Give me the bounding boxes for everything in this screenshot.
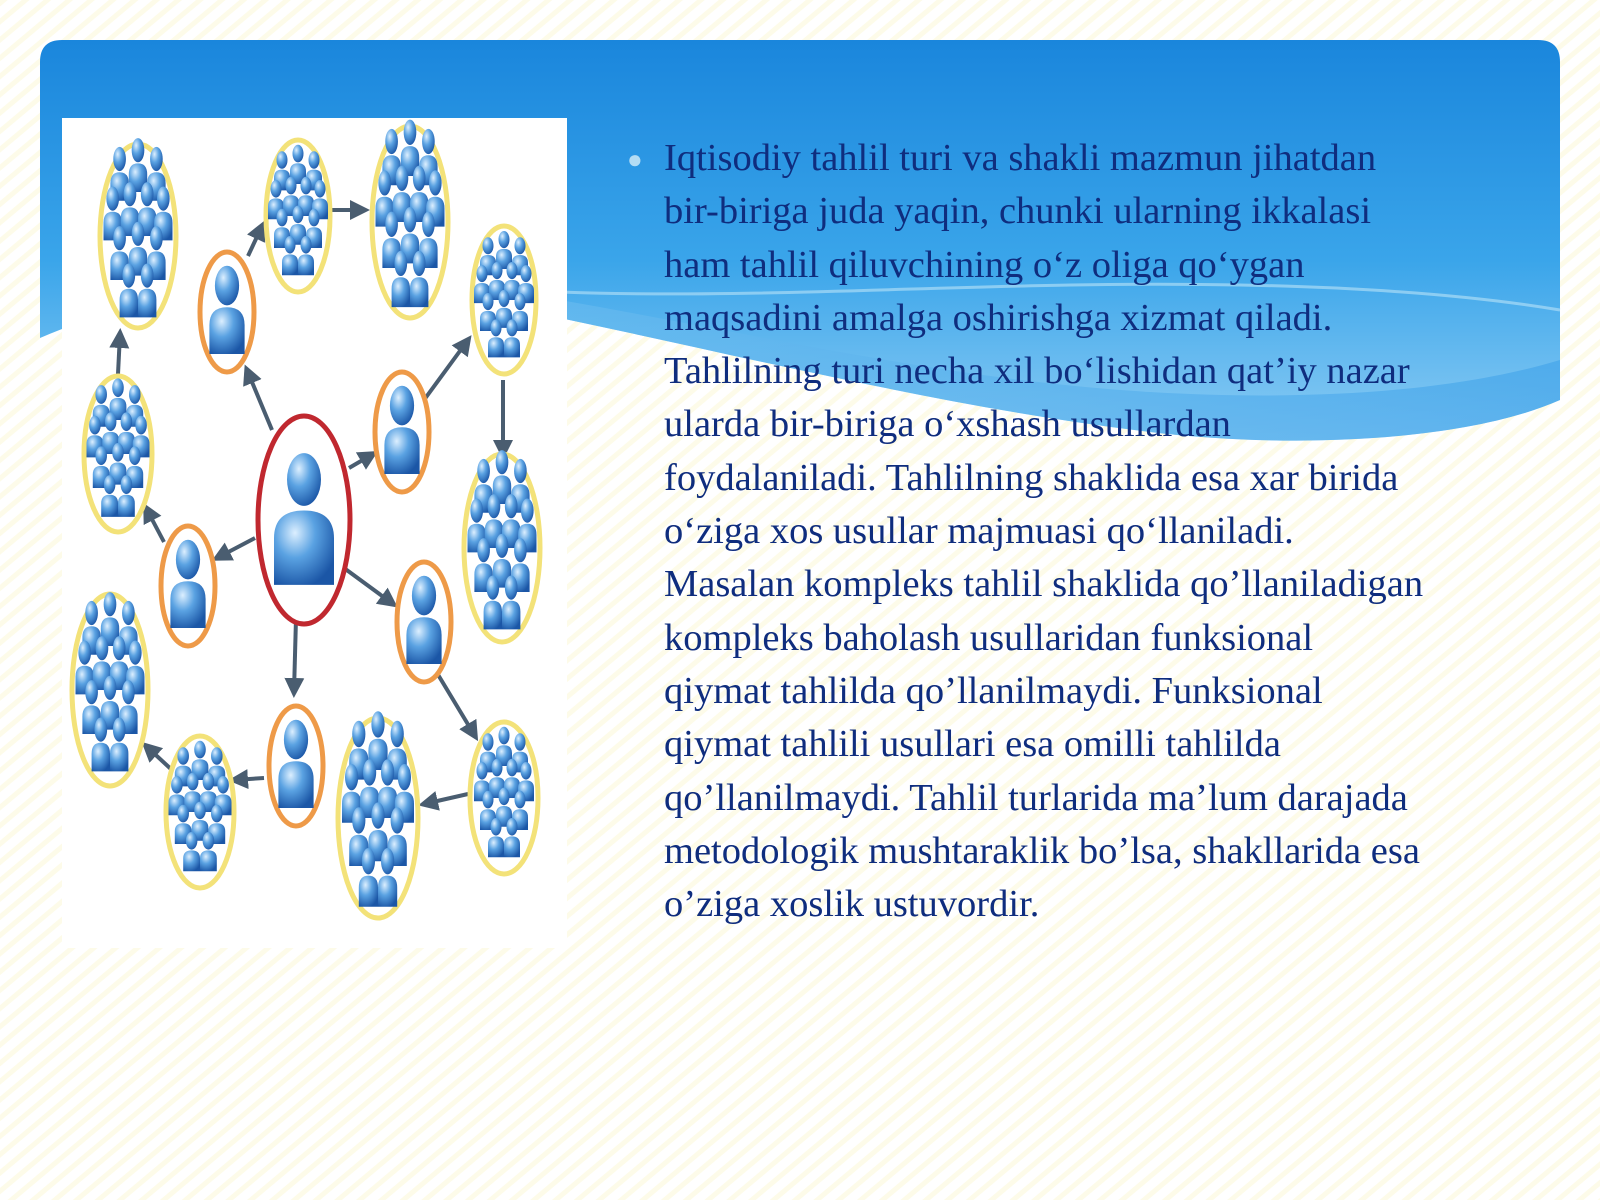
- people-network-icon: [62, 118, 567, 948]
- bullet-item: [627, 132, 1547, 931]
- paragraph-text: Iqtisodiy tahlil turi va shakli mazmun jihatdan bir-biriga juda yaqin, chunki ularning ikkalasi ham tahlil qiluvchining o‘z oliga qo‘ygan maqsadini amalga oshirishga xizmat qiladi. Tahlilning turi necha xil bo‘lishidan qat’iy nazar ularda bir-biriga o‘xshash usullardan foydalaniladi. Tahlilning shaklida esa xar birida o‘ziga xos usullar majmuasi qo‘llaniladi. Masalan kompleks tahlil shaklida qo’llaniladigan kompleks baholash usullaridan funksional qiymat tahlilda qo’llanilmaydi. Funksional qiymat tahlili usullari esa omilli tahlilda qo’llanilmaydi. Tahlil turlarida ma’lum darajada metodologik mushtaraklik bo’lsa, shakllarida esa o’ziga xoslik ustuvordir.: [664, 137, 1424, 926]
- bullet-list: [627, 132, 1547, 931]
- dot-bullet-icon: ●: [627, 145, 643, 174]
